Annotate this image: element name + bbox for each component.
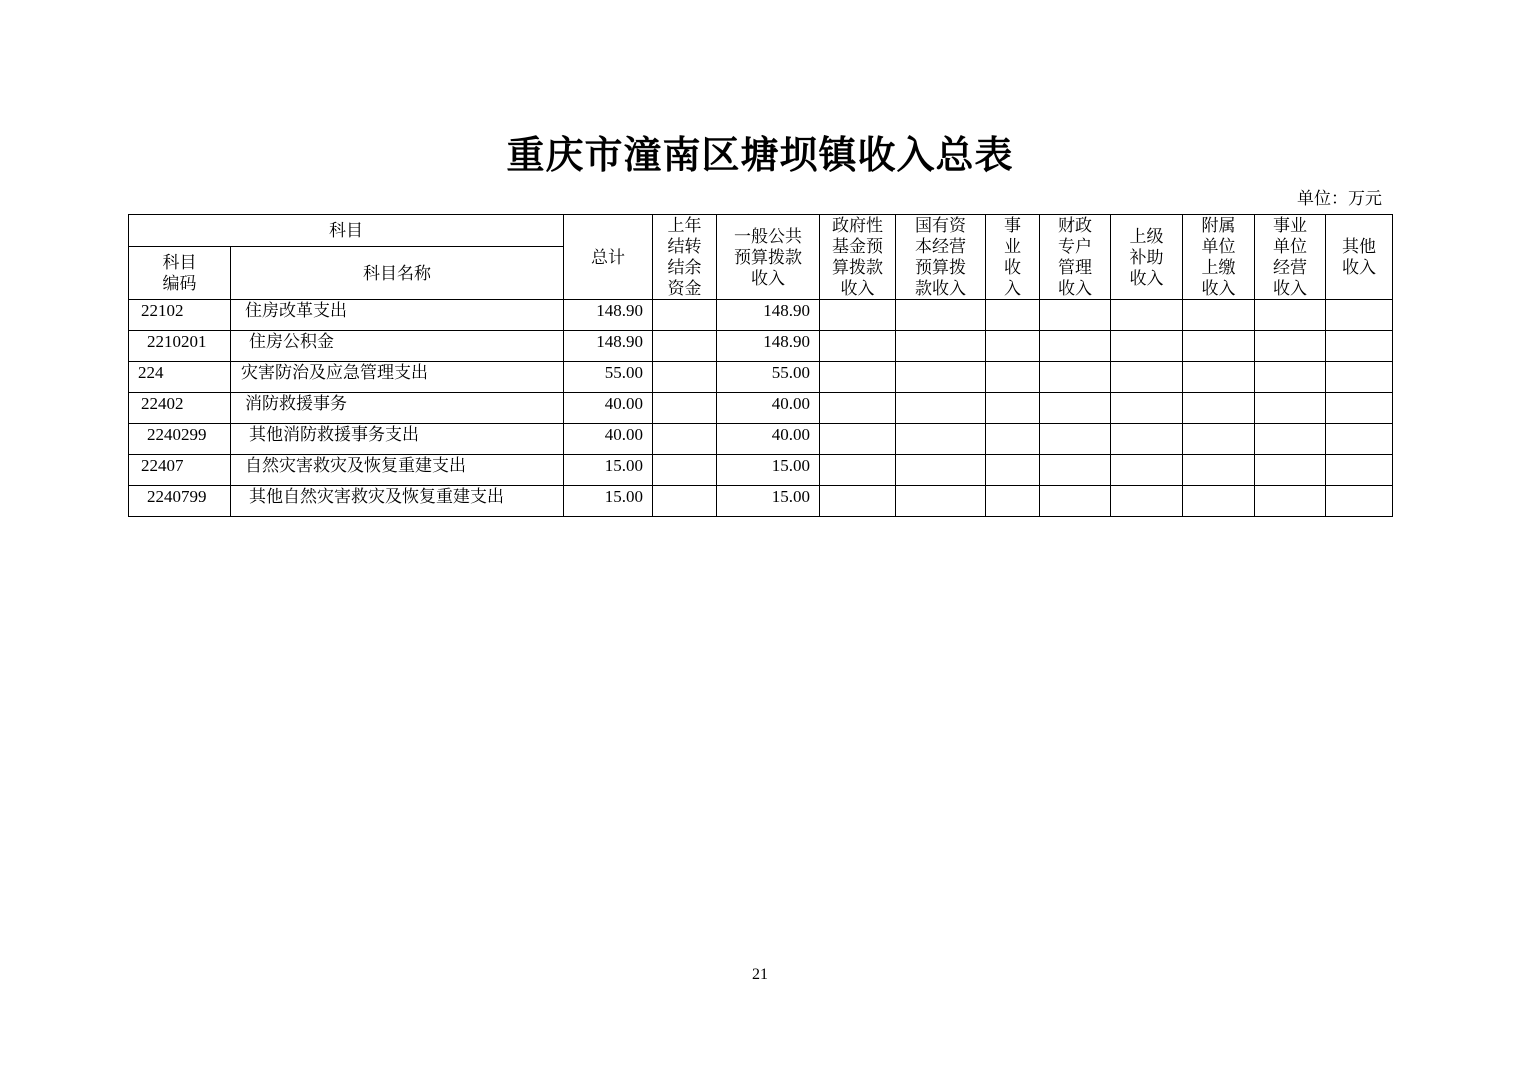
row-general: 40.00: [717, 424, 820, 455]
header-gov-fund-budget: [820, 215, 896, 300]
table-row: [129, 362, 1393, 393]
row-general: 15.00: [717, 455, 820, 486]
header-total: 总计: [564, 215, 653, 300]
unit-label: 单位：万元: [1297, 189, 1382, 208]
header-subject-code-text: 科目 编码: [162, 253, 197, 293]
row-name: 自然灾害救灾及恢复重建支出: [231, 455, 564, 486]
table-row: [129, 424, 1393, 455]
row-empty: [896, 455, 986, 486]
header-other-income-text: 其他 收入: [1342, 237, 1376, 277]
row-code: 224: [129, 362, 231, 393]
row-name: 住房改革支出: [231, 300, 564, 331]
row-empty: [986, 300, 1040, 331]
table-row: [129, 455, 1393, 486]
header-superior-subsidy-text: 上级 补助 收入: [1129, 226, 1164, 288]
row-name: 灾害防治及应急管理支出: [231, 362, 564, 393]
row-total: 148.90: [564, 331, 653, 362]
row-prev-year-balance: [653, 362, 717, 393]
row-empty: [896, 424, 986, 455]
row-code: 22402: [129, 393, 231, 424]
row-empty: [1326, 331, 1393, 362]
header-affiliated-units-text: 附属 单位 上缴 收入: [1201, 216, 1236, 298]
row-empty: [896, 393, 986, 424]
header-state-capital-budget: [896, 215, 986, 300]
row-empty: [1111, 300, 1183, 331]
row-empty: [1183, 331, 1255, 362]
row-name: 住房公积金: [231, 331, 564, 362]
row-code: 22407: [129, 455, 231, 486]
row-empty: [1040, 331, 1111, 362]
row-empty: [1183, 486, 1255, 517]
row-general: 40.00: [717, 393, 820, 424]
header-business-operating: [1255, 215, 1326, 300]
header-subject-name: 科目名称: [231, 247, 564, 300]
row-prev-year-balance: [653, 331, 717, 362]
row-empty: [986, 455, 1040, 486]
row-empty: [986, 393, 1040, 424]
row-code: 2210201: [129, 331, 231, 362]
header-other-income: [1326, 215, 1393, 300]
row-prev-year-balance: [653, 486, 717, 517]
row-empty: [986, 331, 1040, 362]
header-business-operating-text: 事业 单位 经营 收入: [1273, 216, 1307, 298]
row-empty: [1111, 424, 1183, 455]
header-gov-fund-budget-text: 政府性 基金预 算拨款 收入: [832, 216, 883, 298]
row-empty: [1111, 455, 1183, 486]
row-empty: [1040, 424, 1111, 455]
row-empty: [1255, 424, 1326, 455]
row-empty: [1255, 393, 1326, 424]
row-total: 15.00: [564, 486, 653, 517]
row-prev-year-balance: [653, 455, 717, 486]
row-general: 148.90: [717, 331, 820, 362]
row-empty: [896, 331, 986, 362]
row-empty: [820, 393, 896, 424]
row-name: 其他自然灾害救灾及恢复重建支出: [231, 486, 564, 517]
header-general-public-budget: [717, 215, 820, 300]
row-code: 22102: [129, 300, 231, 331]
row-empty: [1040, 300, 1111, 331]
row-empty: [1326, 424, 1393, 455]
row-total: 40.00: [564, 424, 653, 455]
row-total: 40.00: [564, 393, 653, 424]
header-state-capital-budget-text: 国有资 本经营 预算拨 款收入: [915, 216, 966, 298]
row-empty: [1326, 455, 1393, 486]
row-empty: [1326, 362, 1393, 393]
row-empty: [1040, 362, 1111, 393]
row-empty: [986, 486, 1040, 517]
row-empty: [1326, 486, 1393, 517]
row-name: 其他消防救援事务支出: [231, 424, 564, 455]
row-empty: [1255, 300, 1326, 331]
header-superior-subsidy: [1111, 215, 1183, 300]
row-empty: [1183, 455, 1255, 486]
table-row: [129, 486, 1393, 517]
row-general: 55.00: [717, 362, 820, 393]
row-general: 148.90: [717, 300, 820, 331]
row-empty: [820, 362, 896, 393]
header-affiliated-units: [1183, 215, 1255, 300]
row-name: 消防救援事务: [231, 393, 564, 424]
row-empty: [1111, 486, 1183, 517]
header-business-income: [986, 215, 1040, 300]
header-prev-year-balance: [653, 215, 717, 300]
row-code: 2240299: [129, 424, 231, 455]
row-empty: [820, 300, 896, 331]
row-empty: [1040, 393, 1111, 424]
row-empty: [820, 331, 896, 362]
row-empty: [986, 424, 1040, 455]
row-empty: [1255, 455, 1326, 486]
row-empty: [1040, 455, 1111, 486]
row-empty: [820, 486, 896, 517]
row-empty: [896, 486, 986, 517]
row-empty: [1326, 393, 1393, 424]
row-empty: [1255, 362, 1326, 393]
table-row: [129, 331, 1393, 362]
row-empty: [1111, 362, 1183, 393]
row-prev-year-balance: [653, 424, 717, 455]
header-prev-year-balance-text: 上年 结转 结余 资金: [667, 216, 702, 298]
row-empty: [1255, 331, 1326, 362]
row-prev-year-balance: [653, 393, 717, 424]
table-row: [129, 300, 1393, 331]
row-total: 148.90: [564, 300, 653, 331]
row-empty: [1183, 362, 1255, 393]
row-empty: [1111, 331, 1183, 362]
header-fiscal-special-account: [1040, 215, 1111, 300]
row-code: 2240799: [129, 486, 231, 517]
table-row: [129, 393, 1393, 424]
row-general: 15.00: [717, 486, 820, 517]
row-empty: [1040, 486, 1111, 517]
row-empty: [1255, 486, 1326, 517]
row-prev-year-balance: [653, 300, 717, 331]
income-summary-table: [128, 214, 1393, 517]
page-title: 重庆市潼南区塘坝镇收入总表: [506, 132, 1014, 177]
page-number: 21: [752, 966, 768, 983]
header-subject: 科目: [129, 215, 564, 247]
row-total: 55.00: [564, 362, 653, 393]
header-business-income-text: 事 业 收 入: [1004, 216, 1021, 298]
row-total: 15.00: [564, 455, 653, 486]
row-empty: [896, 362, 986, 393]
row-empty: [820, 455, 896, 486]
header-subject-code: [129, 247, 231, 300]
row-empty: [1183, 300, 1255, 331]
row-empty: [1183, 424, 1255, 455]
row-empty: [820, 424, 896, 455]
row-empty: [896, 300, 986, 331]
header-general-public-budget-text: 一般公共 预算拨款 收入: [734, 226, 802, 288]
row-empty: [1183, 393, 1255, 424]
row-empty: [1326, 300, 1393, 331]
header-fiscal-special-account-text: 财政 专户 管理 收入: [1058, 216, 1092, 298]
row-empty: [1111, 393, 1183, 424]
row-empty: [986, 362, 1040, 393]
